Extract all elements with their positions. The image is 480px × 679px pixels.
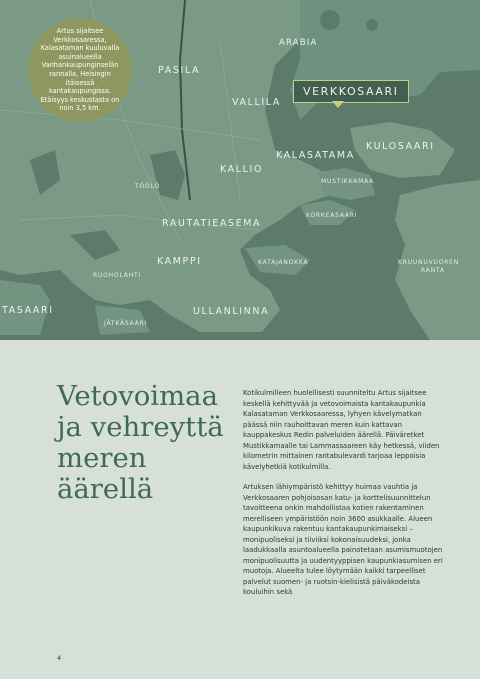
label-toolo: TÖÖLÖ bbox=[135, 183, 160, 190]
label-mustikkamaa: MUSTIKKAMAA bbox=[321, 178, 375, 185]
label-vallila: VALLILA bbox=[232, 97, 281, 108]
label-pasila: PASILA bbox=[158, 65, 201, 76]
label-rautatieasema: RAUTATIEASEMA bbox=[162, 218, 262, 229]
label-kallio: KALLIO bbox=[220, 164, 264, 175]
article-body bbox=[243, 388, 443, 608]
label-ullanlinna: ULLANLINNA bbox=[193, 306, 270, 317]
article-paragraph-2: Artuksen lähiympäristö kehittyy huimaa vauhtia ja Verkkosaaren pohjoisosan katu- ja korttelisuunnittelun tavoitteena onkin mahdollistaa kotien rakentaminen merelliseen ympäristöön noin 3600 asukkaalle. Alueen kaupunkikuva rakentuu kantakaupunkimaiseksi – monipuoliseksi ja tiiviiksi kokonaisuudeksi, jonka laadukkaalla asuntoalueella painotetaan asumismuotojen monipuolisuutta ja uudentyyppisen kaupunkiasumisen eri muotoja. Alueelta tulee löytymään kaikki tarpeelliset palvelut suomen- ja ruotsin-kielisistä päiväkodeista kouluihin sekä bbox=[243, 483, 443, 596]
callout-text: Artus sijaitsee Verkkosaaressa, Kalasataman kuuluvalla asuinalueella Vanhankaupunginselän rannalla, Helsingin itäisessä kantakaupungissa. Etäisyys keskustasta on noin 3,5 km. bbox=[40, 27, 120, 113]
label-katajanokka: KATAJANOKKA bbox=[258, 259, 309, 266]
label-ranta: RANTA bbox=[421, 267, 445, 274]
verkkosaari-highlight-label: VERKKOSAARI bbox=[293, 80, 409, 103]
location-pointer-icon bbox=[332, 101, 344, 108]
label-kalasatama: KALASATAMA bbox=[276, 150, 355, 161]
label-kruunuvuoren: KRUUNUVUOREN bbox=[398, 259, 460, 266]
label-jatkasaari: JÄTKÄSAARI bbox=[104, 320, 148, 327]
article-paragraph-1: Kotikulmilleen huolellisesti suunniteltu Artus sijaitsee keskellä kehittyvää ja vetovoimaista kantakaupunkia Kalasataman Verkkosaaressa, lyhyen kävelymatkan päässä niin rauhoittavan meren kuin kattavan kauppakeskus Redin palveluiden äärellä. Päiväretket Mustikkamaalle tai Lammassaareen käy hetkessä, viiden kilometrin mittainen rantabulevardi tarjoaa leppoisia kävelyhetkiä kotikulmilla. bbox=[243, 389, 440, 471]
label-arabia: ARABIA bbox=[279, 38, 318, 48]
label-kamppi: KAMPPI bbox=[157, 256, 202, 267]
label-kulosaari: KULOSAARI bbox=[366, 141, 435, 152]
label-korkeasaari: KORKEASAARI bbox=[306, 212, 358, 219]
article-heading: Vetovoimaa ja vehreyttä meren äärellä bbox=[57, 380, 224, 505]
page-number: 4 bbox=[57, 654, 62, 662]
label-lauttasaari: TASAARI bbox=[2, 305, 54, 316]
location-callout bbox=[28, 18, 132, 122]
label-ruoholahti: RUOHOLAHTI bbox=[93, 272, 142, 279]
